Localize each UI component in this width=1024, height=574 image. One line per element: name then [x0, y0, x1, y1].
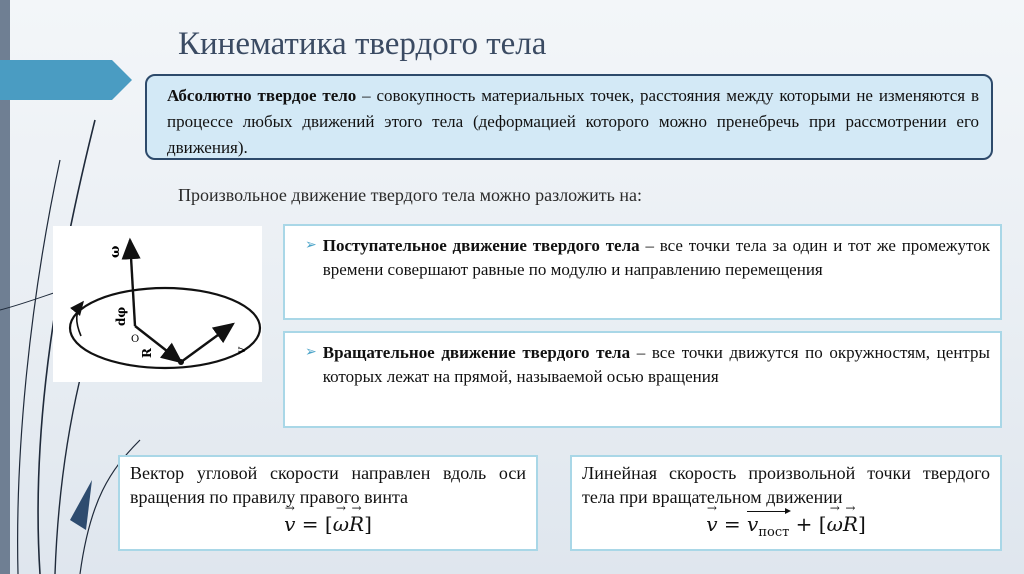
formula-r: → R [843, 509, 858, 539]
formula-eq: = [717, 512, 748, 536]
formula-sub-post: пост [758, 525, 790, 540]
formula-v: → v [706, 509, 717, 539]
title-arrow-decoration [0, 60, 135, 100]
formula-eq: = [ [295, 512, 333, 536]
definition-text: – совокупность материальных точек, расстояния между которыми не изменяются в процессе любых движений этого тела (деформацией которого можно пренебречь при рассмотрении его движения). [167, 86, 979, 157]
formula-v: → v [284, 509, 295, 539]
linear-velocity-text: Линейная скорость произвольной точки твердого тела при вращательном движении [582, 463, 990, 507]
translational-motion-box [283, 224, 1002, 320]
formula-close: ] [364, 512, 372, 536]
definition-box [145, 74, 993, 160]
formula-omega: → ω [827, 509, 843, 539]
rigid-body-rotation-figure [53, 226, 262, 382]
list-item-text: – все точки тела за один и тот же промежуток времени совершают равные по модулю и направлению перемещения [322, 236, 990, 279]
circle-path [70, 288, 260, 368]
angular-velocity-formula [130, 509, 526, 539]
formula-r: → R [349, 509, 364, 539]
angular-velocity-text: Вектор угловой скорости направлен вдоль оси вращения по правилу правого винта [130, 463, 526, 507]
list-item [305, 341, 990, 389]
intro-text: Произвольное движение твердого тела можно разложить на: [178, 185, 642, 205]
linear-velocity-formula [582, 509, 990, 548]
point-marker [178, 359, 184, 365]
formula-omega: → ω [333, 509, 349, 539]
velocity-vector [181, 324, 233, 362]
velocity-label: v [234, 347, 248, 354]
linear-velocity-box [570, 455, 1002, 551]
list-item [305, 234, 990, 282]
omega-vector [130, 240, 135, 326]
list-item-text: – все точки движутся по окружностям, центры которых лежат на прямой, называемой осью вращения [322, 343, 990, 386]
list-item-content [323, 234, 990, 282]
list-item-content [323, 341, 990, 389]
formula-plus: + [ [789, 512, 827, 536]
slide-title: Кинематика твердого тела [178, 26, 547, 62]
formula-close: ] [857, 512, 866, 536]
omega-label: ω [108, 245, 123, 258]
formula-vpost-group [747, 511, 790, 540]
radius-label: R [140, 348, 154, 358]
rotational-motion-box [283, 331, 1002, 428]
origin-label: O [131, 334, 140, 345]
arrow-bullet-icon: ➢ [305, 238, 317, 253]
definition-term: Абсолютно твердое тело [167, 86, 357, 105]
angular-velocity-box [118, 455, 538, 551]
formula-vpost: v [747, 512, 759, 536]
dphi-label: dφ [114, 306, 128, 326]
list-item-term: Вращательное движение твердого тела [322, 343, 631, 362]
list-item-term: Поступательное движение твердого тела [322, 236, 640, 255]
arrow-bullet-icon: ➢ [305, 345, 317, 360]
